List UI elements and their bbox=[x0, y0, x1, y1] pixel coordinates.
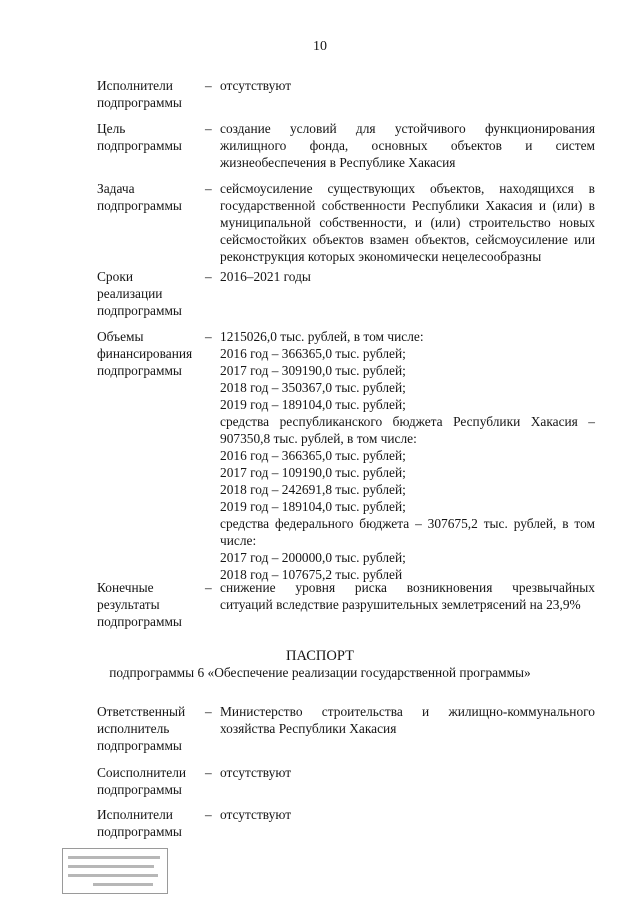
block-value: отсутствуют bbox=[220, 807, 292, 822]
block-label: Конечные результаты подпрограммы bbox=[97, 580, 182, 629]
block-label: Объемы финансирования подпрограммы bbox=[97, 329, 193, 378]
block-value: отсутствуют bbox=[220, 78, 292, 93]
block-label: Цель подпрограммы bbox=[97, 121, 182, 153]
block-label: Исполнители подпрограммы bbox=[97, 807, 182, 839]
dash: – bbox=[205, 704, 212, 719]
block-value: создание условий для устойчивого функционирования жилищного фонда, основных объектов и систем жизнеобеспечения в Республике Хакасия bbox=[220, 121, 595, 170]
block-label: Ответственный исполнитель подпрограммы bbox=[97, 704, 186, 753]
block-value: снижение уровня риска возникновения чрезвычайных ситуаций вследствие разрушительных землетрясений на 23,9% bbox=[220, 580, 595, 612]
dash: – bbox=[205, 269, 212, 284]
dash: – bbox=[205, 181, 212, 196]
page-number: 10 bbox=[313, 39, 327, 54]
block-label: Соисполнители подпрограммы bbox=[97, 765, 187, 797]
dash: – bbox=[205, 78, 212, 93]
block-value: сейсмоусиление существующих объектов, находящихся в государственной собственности Республики Хакасия и (или) в муниципальной собственности, и (или) строительство новых сейсмостойких объектов взамен объектов, сейсмоусиление или реконструкция которых экономически нецелесообразны bbox=[220, 181, 595, 264]
passport-title: ПАСПОРТ bbox=[286, 648, 354, 664]
dash: – bbox=[205, 580, 212, 595]
block-value: 2016–2021 годы bbox=[220, 269, 311, 284]
block-label: Исполнители подпрограммы bbox=[97, 78, 182, 110]
dash: – bbox=[205, 121, 212, 136]
document-stamp bbox=[62, 848, 168, 894]
dash: – bbox=[205, 329, 212, 344]
block-label: Сроки реализации подпрограммы bbox=[97, 269, 182, 318]
dash: – bbox=[205, 807, 212, 822]
block-value: отсутствуют bbox=[220, 765, 292, 780]
block-label: Задача подпрограммы bbox=[97, 181, 182, 213]
block-value: Министерство строительства и жилищно-коммунального хозяйства Республики Хакасия bbox=[220, 704, 595, 736]
dash: – bbox=[205, 765, 212, 780]
block-value: 1215026,0 тыс. рублей, в том числе: 2016 год – 366365,0 тыс. рублей; 2017 год – 309190,0 тыс. рублей; 2018 год – 350367,0 тыс. рублей; 2019 год – 189104,0 тыс. рублей; средства республиканского бюджета Республики Хакасия – 907350,8 тыс. рублей, в том числе: 2016 год – 366365,0 тыс. рублей; 2017 год – 109190,0 тыс. рублей; 2018 год – 242691,8 тыс. рублей; 2019 год – 189104,0 тыс. рублей; средства федерального бюджета – 307675,2 тыс. рублей, в том числе: 2017 год – 200000,0 тыс. рублей; 2018 год – 107675,2 тыс. рублей bbox=[220, 329, 595, 582]
passport-subtitle: подпрограммы 6 «Обеспечение реализации государственной программы» bbox=[109, 665, 531, 680]
